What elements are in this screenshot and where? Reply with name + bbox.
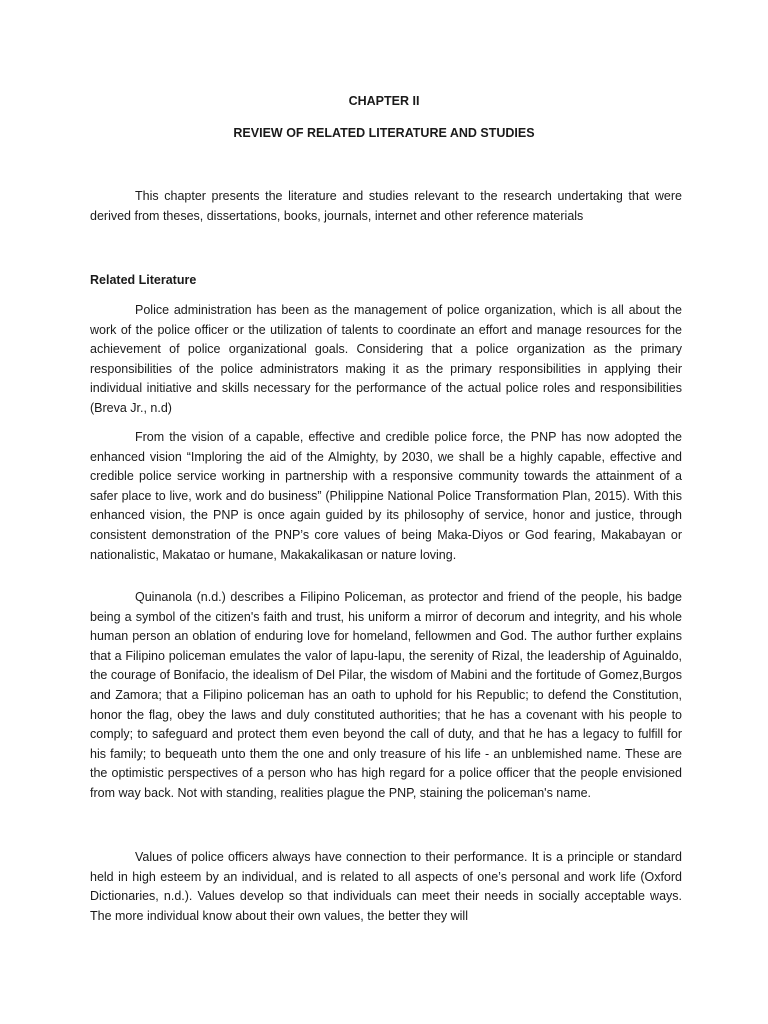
body-paragraph-4: Values of police officers always have connection to their performance. It is a principle or standard held in high esteem by an individual, and is related to all aspects of one’s personal and work life (Oxford Dictionaries, n.d.). Values develop so that individuals can meet their needs in socially acceptable ways. The more individual know about their own values, the better they will: [90, 850, 682, 923]
body-paragraph-3: Quinanola (n.d.) describes a Filipino Policeman, as protector and friend of the people, his badge being a symbol of the citizen's faith and trust, his uniform a mirror of decorum and integrity, and his whole human person an oblation of enduring love for homeland, fellowmen and God. The author further explains that a Filipino policeman emulates the valor of lapu-lapu, the serenity of Rizal, the leadership of Aguinaldo, the courage of Bonifacio, the idealism of Del Pilar, the wisdom of Mabini and the fortitude of Gomez,Burgos and Zamora; that a Filipino policeman has an oath to uphold for his Republic; to defend the Constitution, honor the flag, obey the laws and duly constituted authorities; that he has a covenant with his people to comply; to safeguard and protect them even beyond the call of duty, and that he has a legacy to fulfill for his family; to bequeath unto them the one and only treasure of his life - an unblemished name. These are the optimistic perspectives of a person who has high regard for a police officer that the people envisioned from way back. Not with standing, realities plague the PNP, staining the policeman's name.: [90, 590, 682, 800]
chapter-number: CHAPTER II: [348, 94, 420, 108]
intro-paragraph: This chapter presents the literature and studies relevant to the research undertaking that were derived from theses, dissertations, books, journals, internet and other reference materials: [90, 189, 682, 223]
chapter-title: REVIEW OF RELATED LITERATURE AND STUDIES: [233, 126, 535, 140]
section-heading: Related Literature: [90, 273, 197, 287]
body-paragraph-2: From the vision of a capable, effective and credible police force, the PNP has now adopted the enhanced vision “Imploring the aid of the Almighty, by 2030, we shall be a highly capable, effective and credible police service working in partnership with a responsive community towards the attainment of a safer place to live, work and do business” (Philippine National Police Transformation Plan, 2015). With this enhanced vision, the PNP is once again guided by its philosophy of service, honor and justice, through consistent demonstration of the PNP’s core values of being Maka-Diyos or God fearing, Makabayan or nationalistic, Makatao or humane, Makakalikasan or nature loving.: [90, 430, 682, 562]
body-paragraph-1: Police administration has been as the management of police organization, which is all about the work of the police officer or the utilization of talents to coordinate an effort and manage resources for the achievement of police organizational goals. Considering that a police organization as the primary responsibilities of the police administrators making it as the primary responsibilities in applying their individual initiative and skills necessary for the performance of the actual police roles and responsibilities (Breva Jr., n.d): [90, 303, 682, 415]
